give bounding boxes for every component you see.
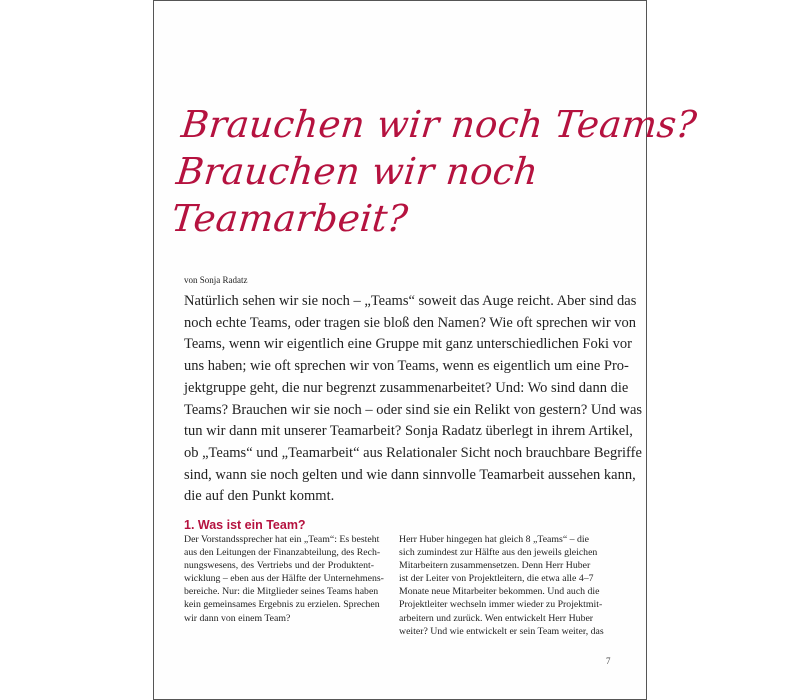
- intro-line: jektgruppe geht, die nur begrenzt zusammenarbeitet? Und: Wo sind dann die: [184, 379, 629, 396]
- intro-line: ob „Teams“ und „Teamarbeit“ aus Relationaler Sicht noch brauchbare Begriffe: [184, 444, 642, 461]
- body-line: aus den Leitungen der Finanzabteilung, des Rech-: [184, 547, 381, 559]
- article-title: [169, 101, 699, 242]
- body-line: Monate neue Mitarbeiter bekommen. Und auch die: [399, 586, 600, 598]
- title-line: Brauchen wir noch Teams?: [179, 103, 699, 146]
- intro-line: Teams? Brauchen wir sie noch – oder sind sie ein Relikt von gestern? Und was: [184, 401, 643, 418]
- title-line: Teamarbeit?: [169, 197, 410, 240]
- body-line: weiter? Und wie entwickelt er sein Team weiter, das: [399, 625, 604, 637]
- page-number: 7: [606, 656, 611, 666]
- document-page: [153, 0, 699, 700]
- body-line: nungswesens, des Vertriebs und der Produktent-: [184, 560, 374, 572]
- body-line: Mitarbeitern zusammensetzen. Denn Herr Huber: [399, 560, 591, 572]
- title-line: Brauchen wir noch: [174, 150, 541, 193]
- intro-line: Teams, wenn wir eigentlich eine Gruppe mit ganz unterschiedlichen Foki vor: [184, 336, 632, 353]
- intro-line: die auf den Punkt kommt.: [184, 488, 335, 505]
- body-line: bereiche. Nur: die Mitglieder seines Teams haben: [184, 586, 379, 598]
- intro-line: sind, wann sie noch gelten und wie dann sinnvolle Teamarbeit aussehen kann,: [184, 466, 636, 483]
- intro-paragraph: [184, 291, 643, 508]
- body-line: wicklung – eben aus der Hälfte der Unternehmens-: [184, 573, 384, 585]
- body-line: Projektleiter wechseln immer wieder zu Projektmit-: [399, 599, 603, 611]
- intro-line: tun wir dann mit unserer Teamarbeit? Sonja Radatz überlegt in ihrem Artikel,: [184, 423, 633, 440]
- body-line: arbeitern und zurück. Wen entwickelt Herr Huber: [399, 612, 594, 624]
- body-line: wir dann von einem Team?: [184, 612, 291, 624]
- body-column-left: [184, 517, 384, 625]
- author-byline: von Sonja Radatz: [184, 275, 248, 285]
- body-line: sich zumindest zur Hälfte aus den jeweils gleichen: [399, 547, 598, 559]
- intro-line: Natürlich sehen wir sie noch – „Teams“ soweit das Auge reicht. Aber sind das: [184, 293, 637, 309]
- body-line: Der Vorstandssprecher hat ein „Team“: Es besteht: [184, 534, 380, 545]
- body-line: ist der Leiter von Projektleitern, die etwa alle 4–7: [399, 573, 594, 585]
- body-line: Herr Huber hingegen hat gleich 8 „Teams“ – die: [399, 534, 589, 545]
- body-line: kein gemeinsames Ergebnis zu erzielen. Sprechen: [184, 599, 380, 611]
- intro-line: noch echte Teams, oder tragen sie bloß den Namen? Wie oft sprechen wir von: [184, 314, 637, 331]
- body-column-right: [399, 533, 604, 638]
- section-heading: 1. Was ist ein Team?: [184, 518, 306, 532]
- intro-line: uns haben; wie oft sprechen wir von Teams, wenn es eigentlich um eine Pro-: [184, 358, 629, 375]
